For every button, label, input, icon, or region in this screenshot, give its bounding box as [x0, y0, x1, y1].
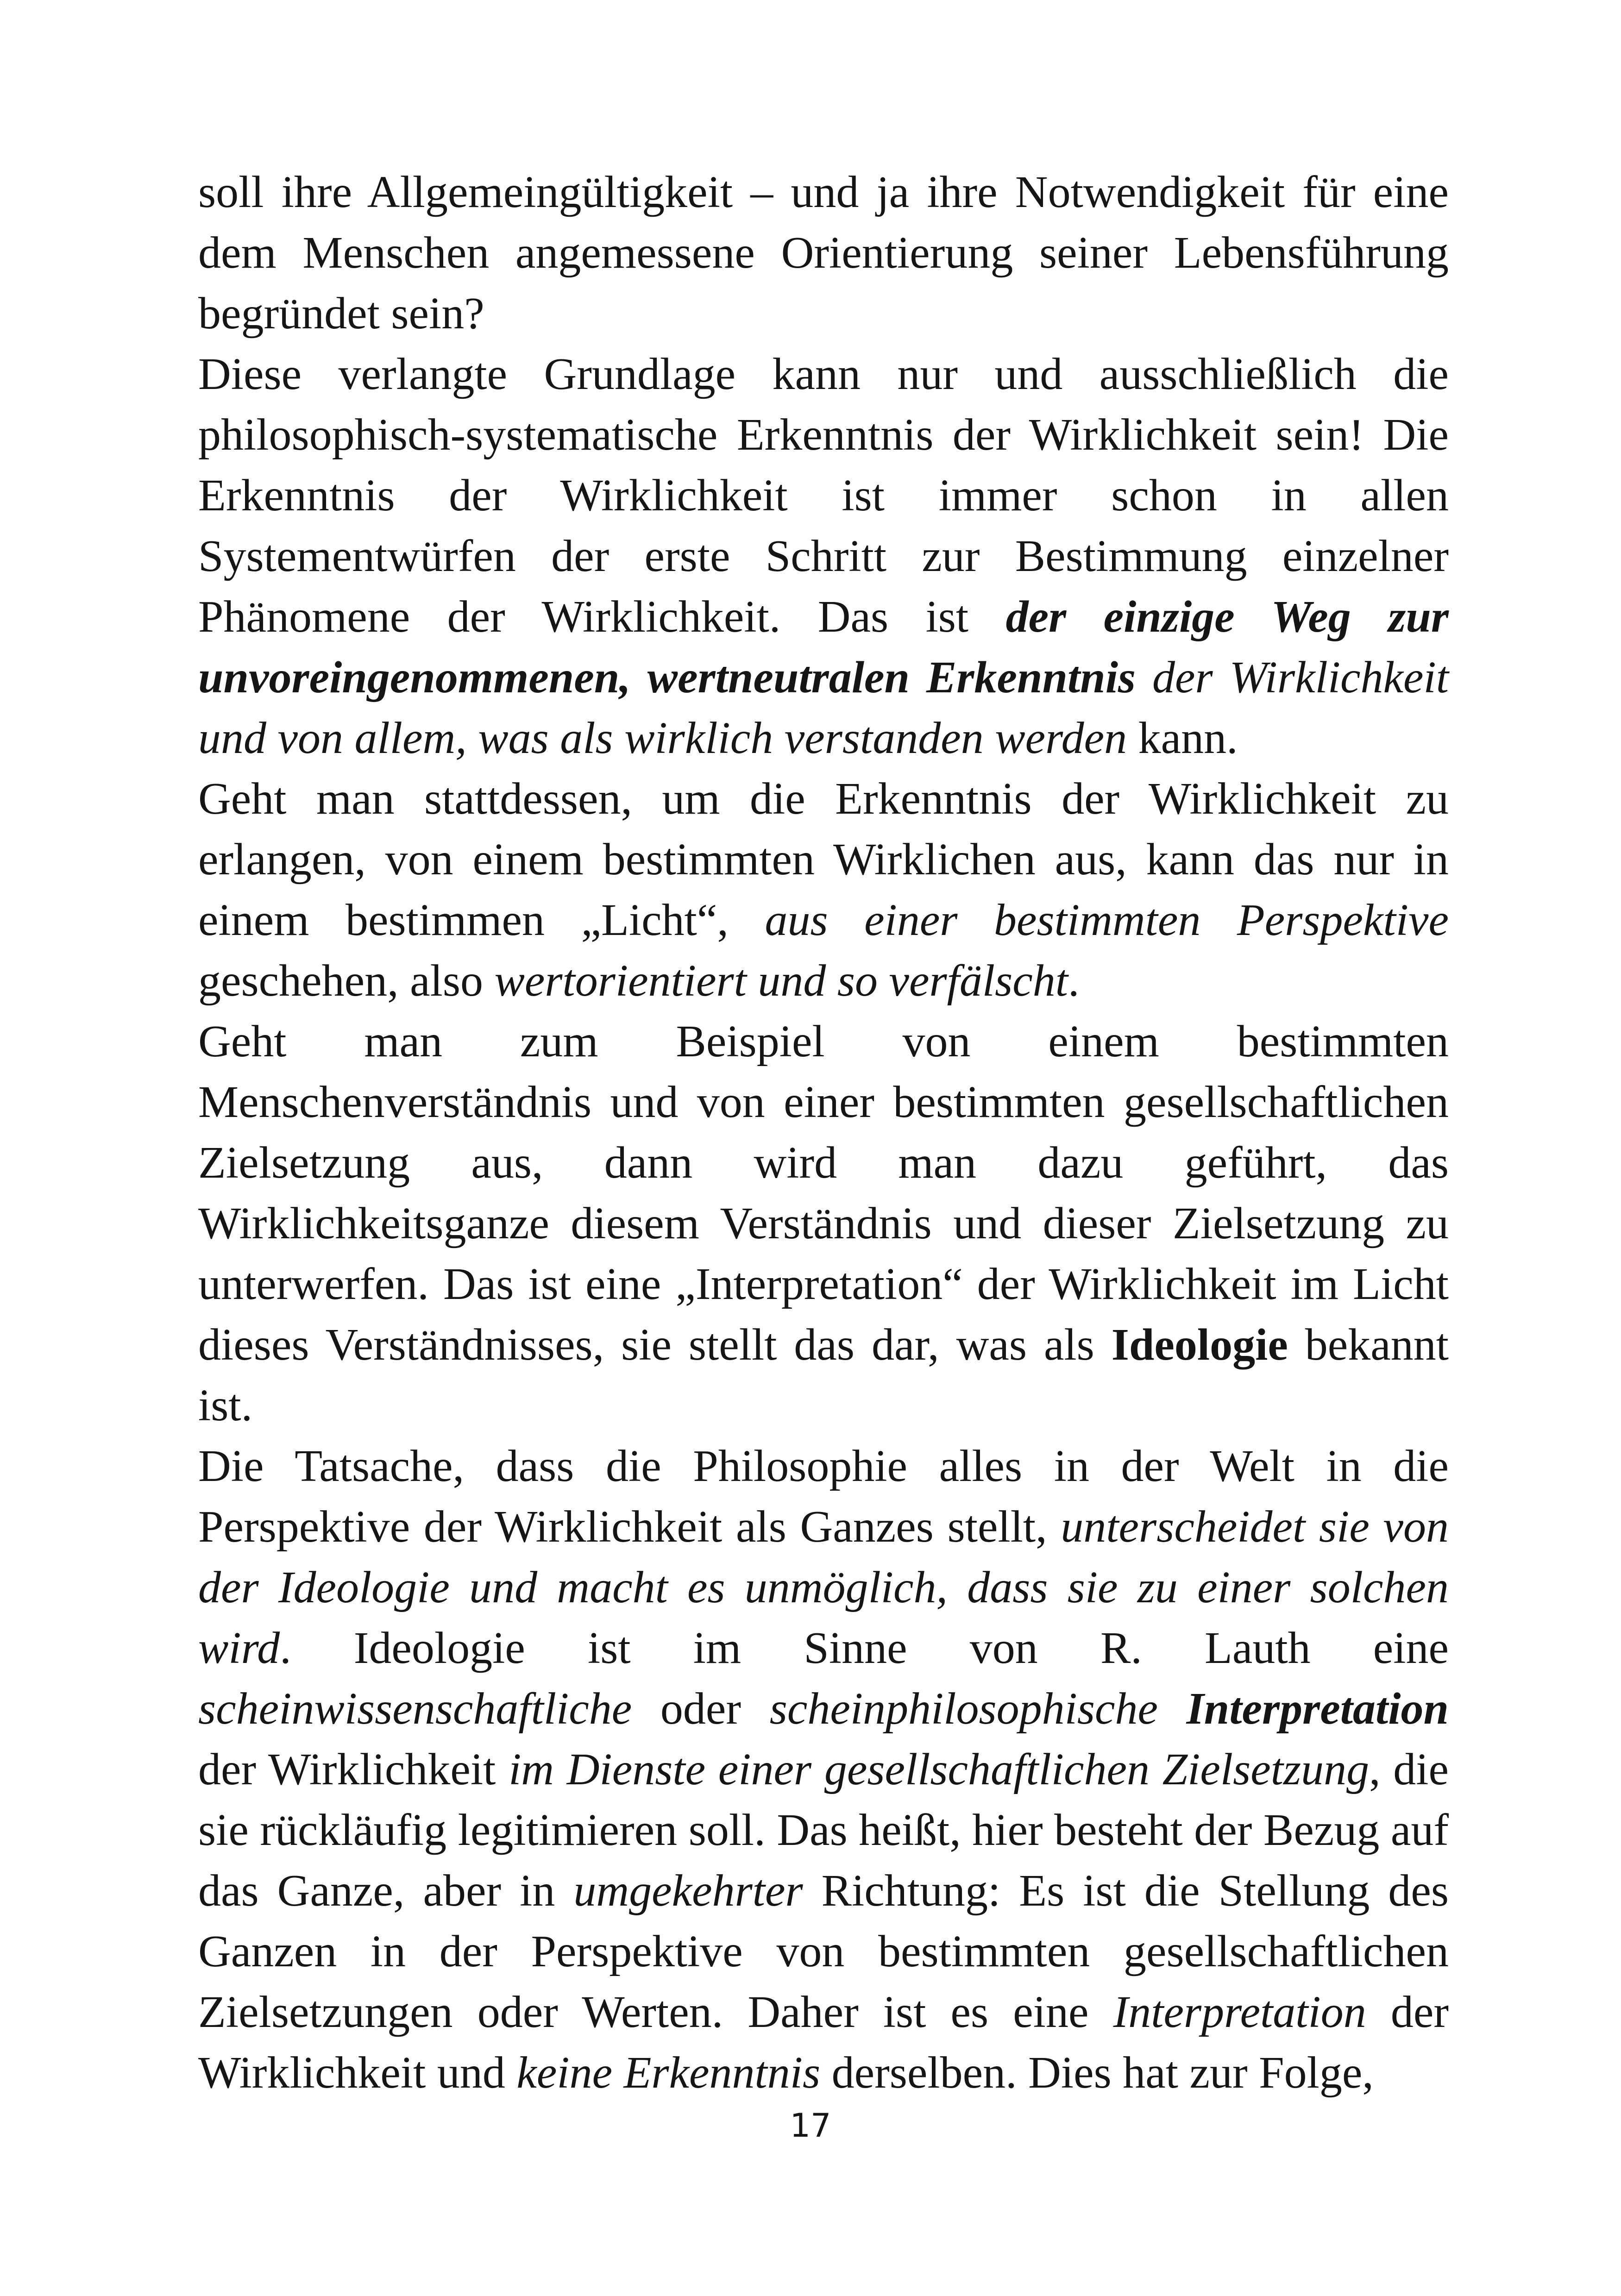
text-segment: geschehen, also	[198, 956, 495, 1006]
text-segment: . Ideologie ist im Sinne von R. Lauth eine	[280, 1623, 1449, 1673]
text-segment	[1158, 1684, 1187, 1734]
paragraph	[198, 344, 1449, 769]
text-segment: unterscheidet sie von der Ideologie und macht es unmöglich, dass sie zu einer solchen wird	[198, 1502, 1449, 1673]
paragraph	[198, 769, 1449, 1011]
text-segment: Diese verlangte Grundlage kann nur und ausschließlich die philosophisch-systematische Erkenntnis der Wirklichkeit sein! Die Erkenntnis der Wirklichkeit ist immer schon in allen Systementwürfen der erste Schritt zur Bestimmung einzelner Phänomene der Wirklichkeit. Das ist	[198, 349, 1449, 642]
text-segment: Ideologie	[1111, 1320, 1288, 1370]
paragraph	[198, 1011, 1449, 1436]
text-segment: keine Erkenntnis	[516, 2048, 821, 2098]
text-segment: Interpretation	[1113, 1987, 1366, 2037]
text-segment: aus einer bestimmten Perspektive	[765, 895, 1449, 945]
text-segment: der einzige Weg zur unvoreingenommenen, wertneutralen Erkenntnis	[198, 592, 1449, 703]
text-segment: oder	[632, 1684, 770, 1734]
text-segment: Richtung: Es ist die Stellung des Ganzen in der Perspektive von bestimmten gesellschaftlichen Zielsetzungen oder Werten. Daher ist es eine	[198, 1866, 1449, 2037]
text-segment: scheinphilosophische	[769, 1684, 1158, 1734]
text-segment: Geht man stattdessen, um die Erkenntnis der Wirklichkeit zu erlangen, von einem bestimmten Wirklichen aus, kann das nur in einem bestimmen „Licht“,	[198, 774, 1449, 945]
text-segment: der Wirklichkeit und von allem, was als wirklich verstanden werden	[198, 652, 1449, 763]
paragraph	[198, 162, 1449, 344]
text-segment: Die Tatsache, dass die Philosophie alles in der Welt in die Perspektive der Wirklichkeit als Ganzes stellt,	[198, 1441, 1449, 1552]
body-text	[198, 162, 1449, 2103]
text-segment: Interpretation	[1186, 1684, 1449, 1734]
text-segment: der Wirklichkeit und	[198, 1987, 1449, 2098]
text-segment: der Wirklichkeit	[198, 1744, 509, 1794]
text-segment: derselben. Dies hat zur Folge,	[820, 2048, 1374, 2098]
text-segment: soll ihre Allgemeingültigkeit – und ja ihre Notwendigkeit für eine dem Menschen angemessene Orientierung seiner Lebensführung begründet sein?	[198, 167, 1449, 339]
text-segment: bekannt ist.	[198, 1320, 1449, 1430]
text-segment: umgekehrter	[573, 1866, 803, 1916]
text-segment: .	[1068, 956, 1080, 1006]
text-segment: kann.	[1127, 713, 1238, 763]
text-segment: wertorientiert und so verfälscht	[494, 956, 1068, 1006]
text-segment: scheinwissenschaftliche	[198, 1684, 632, 1734]
text-segment: Geht man zum Beispiel von einem bestimmten Menschenverständnis und von einer bestimmten gesellschaftlichen Zielsetzung aus, dann wird man dazu geführt, das Wirklichkeitsganze diesem Verständnis und dieser Zielsetzung zu unterwerfen. Das ist eine „Interpretation“ der Wirklichkeit im Licht dieses Verständnisses, sie stellt das dar, was als	[198, 1016, 1449, 1370]
page-number: 17	[790, 2107, 831, 2145]
paragraph	[198, 1436, 1449, 2103]
text-segment: im Dienste einer gesellschaftlichen Zielsetzung	[509, 1744, 1370, 1794]
text-segment: , die sie rückläufig legitimieren soll. Das heißt, hier besteht der Bezug auf das Ganze, aber in	[198, 1744, 1449, 1916]
